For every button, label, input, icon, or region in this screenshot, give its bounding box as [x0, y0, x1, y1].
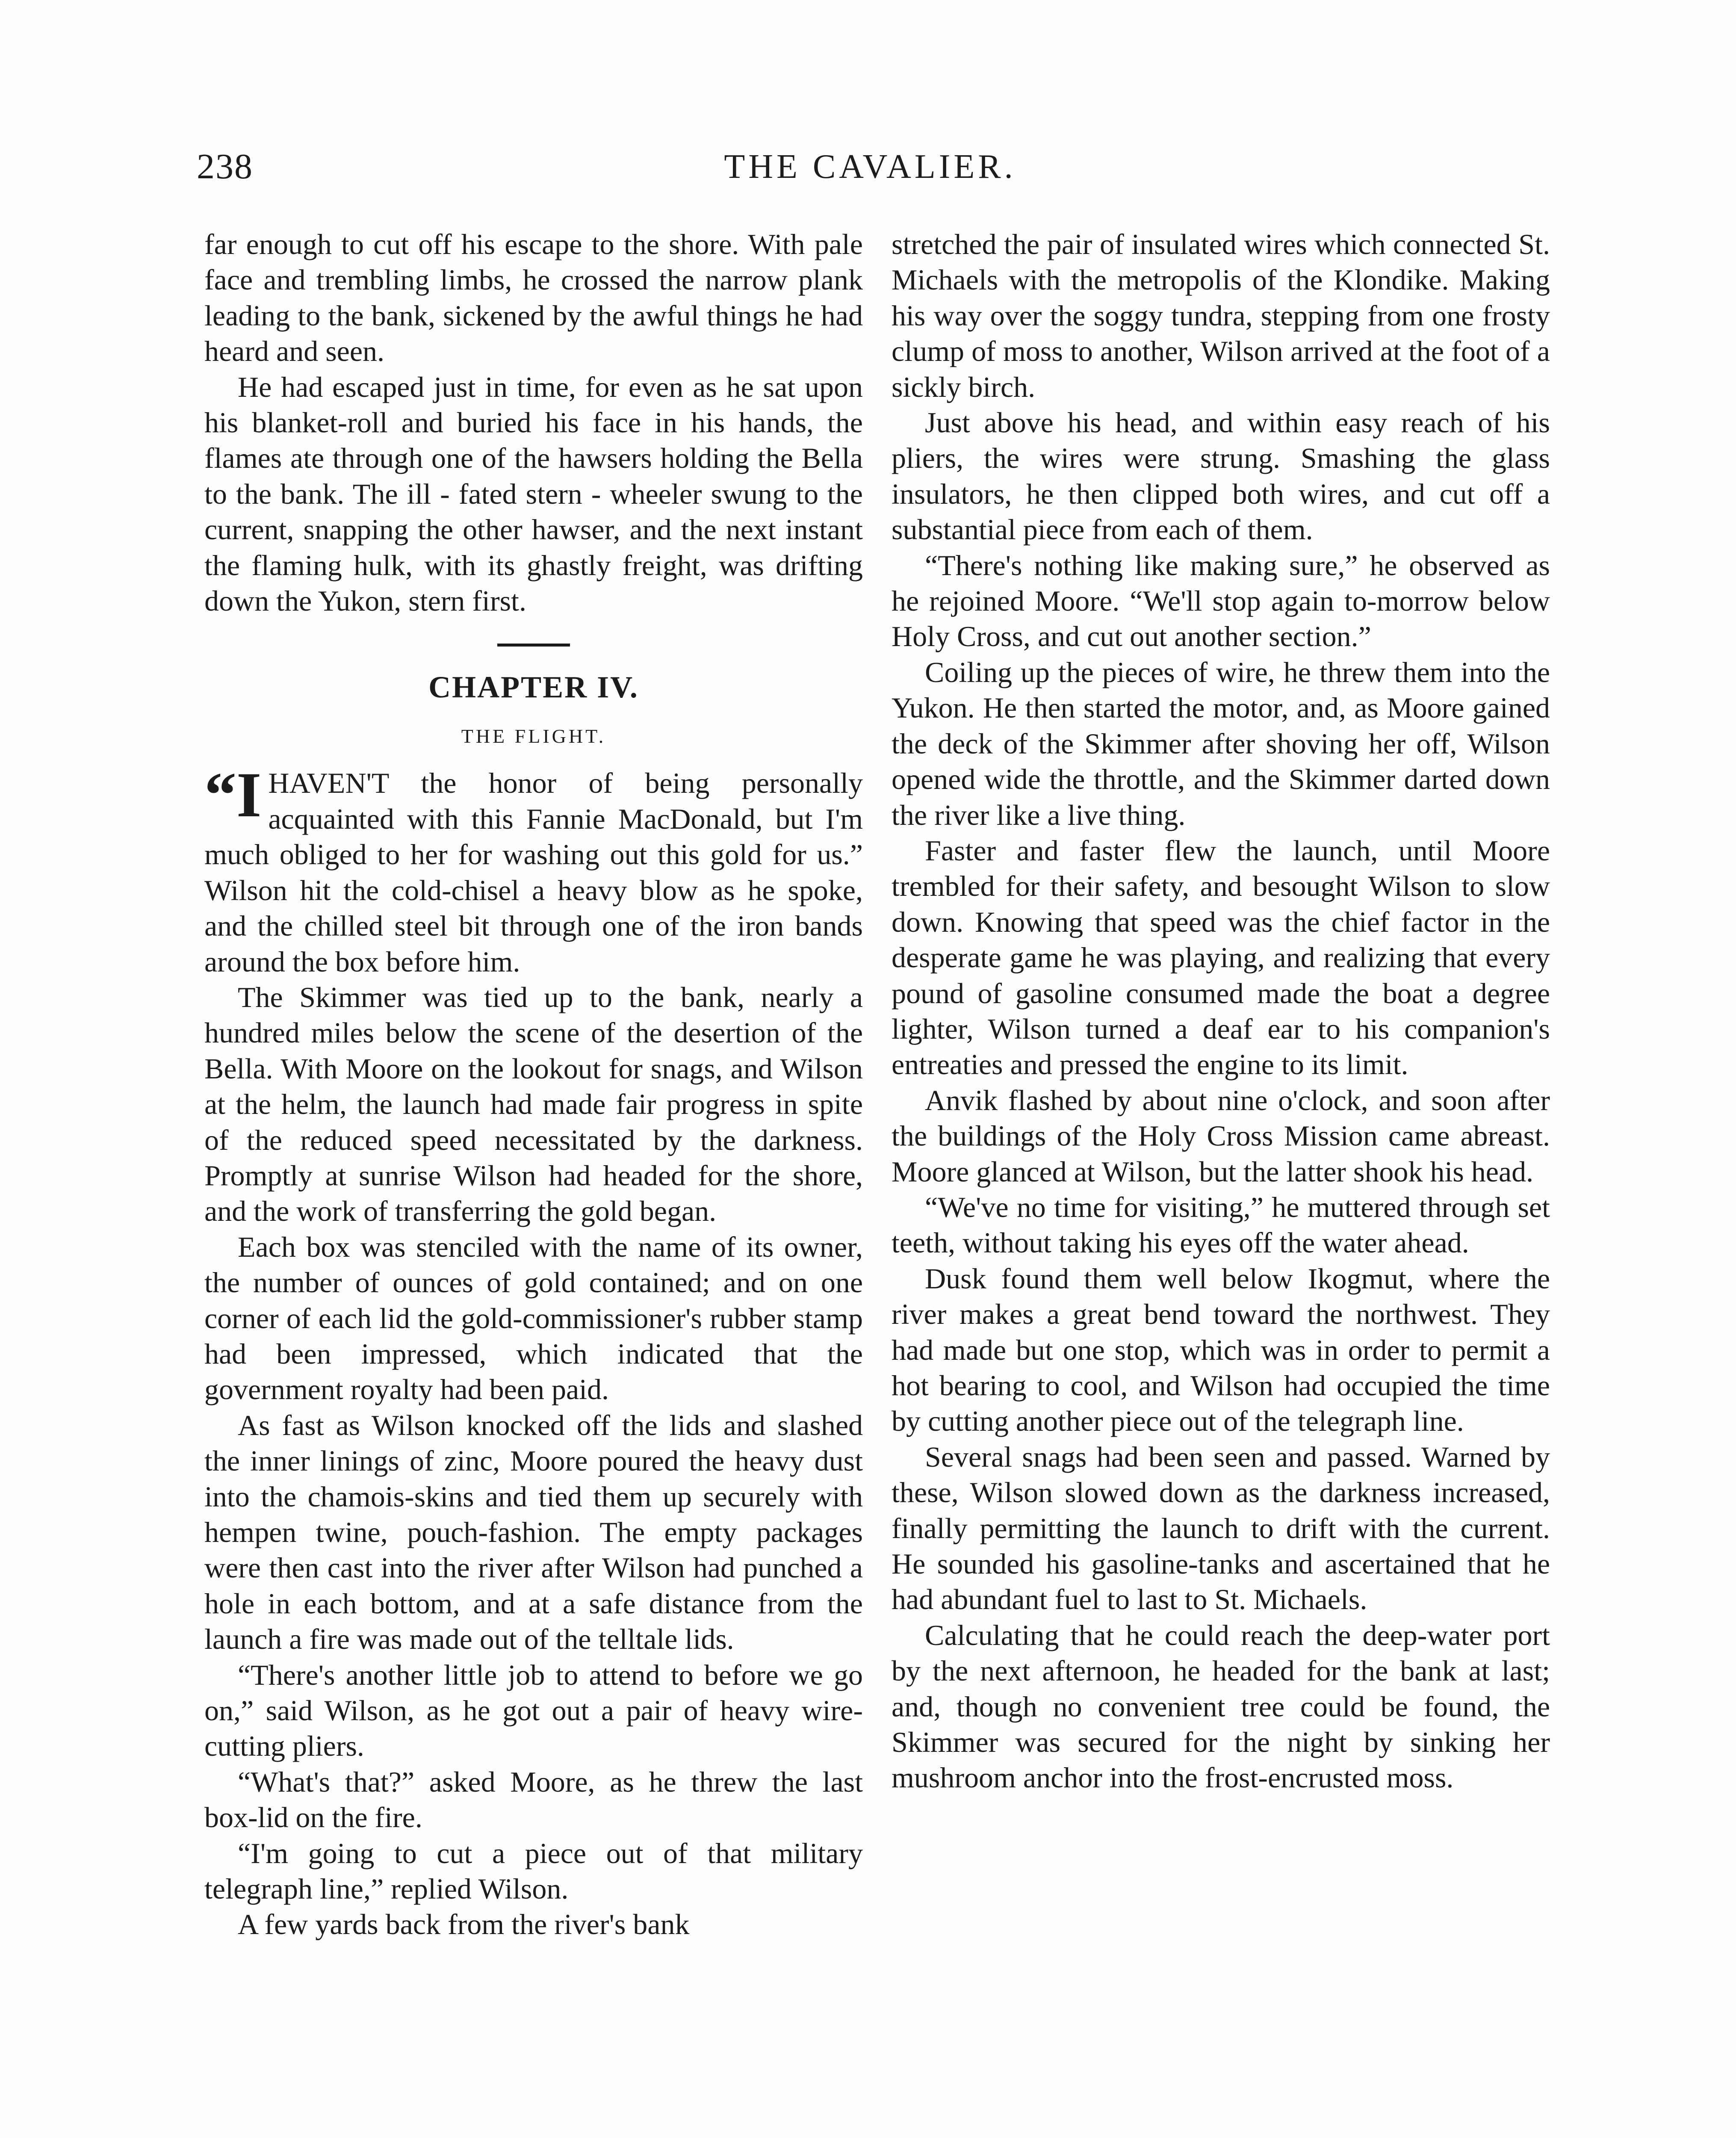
chapter-heading: CHAPTER IV. [428, 670, 639, 705]
drop-cap [204, 759, 262, 831]
paragraph: Anvik flashed by about nine o'clock, and soon after the buildings of the Holy Cross Mission came abreast. Moore glanced at Wilson, but the latter shook his head. [892, 1084, 1550, 1188]
opening-quote: “ [204, 759, 236, 831]
chapter-opening-paragraph [204, 759, 863, 979]
paragraph: Each box was stenciled with the name of its owner, the number of ounces of gold contained; and on one corner of each lid the gold-commissioner's rubber stamp had been impressed, which indicated that the government royalty had been paid. [204, 1230, 863, 1406]
paragraph: “I'm going to cut a piece out of that military telegraph line,” replied Wilson. [204, 1837, 863, 1905]
paragraph: far enough to cut off his escape to the shore. With pale face and trembling limbs, he crossed the narrow plank leading to the bank, sickened by the awful things he had heard and seen. [204, 228, 863, 368]
paragraph: The Skimmer was tied up to the bank, nearly a hundred miles below the scene of the desertion of the Bella. With Moore on the lookout for snags, and Wilson at the helm, the launch had made fair progress in spite of the reduced speed necessitated by the darkness. Promptly at sunrise Wilson had headed for the shore, and the work of transferring the gold began. [204, 980, 863, 1228]
opening-text: HAVEN'T the honor of being personally acquainted with this Fannie MacDonald, but I'm much obliged to her for washing out this gold for us.” Wilson hit the cold-chisel a heavy blow as he spoke, and the chilled steel bit through one of the iron bands around the box before him. [204, 767, 863, 978]
paragraph: Coiling up the pieces of wire, he threw them into the Yukon. He then started the motor, and, as Moore gained the deck of the Skimmer after shoving her off, Wilson opened wide the throttle, and the Skimmer darted down the river like a live thing. [892, 656, 1550, 831]
paragraph: “What's that?” asked Moore, as he threw the last box-lid on the fire. [204, 1765, 863, 1834]
paragraph: Dusk found them well below Ikogmut, where the river makes a great bend toward the northwest. They had made but one stop, which was in order to permit a hot bearing to cool, and Wilson had occupied the time by cutting another piece out of the telegraph line. [892, 1262, 1550, 1438]
paragraph: “There's nothing like making sure,” he observed as he rejoined Moore. “We'll stop again to-morrow below Holy Cross, and cut out another section.” [892, 549, 1550, 653]
drop-cap-letter: I [236, 759, 262, 831]
paragraph: stretched the pair of insulated wires which connected St. Michaels with the metropolis of the Klondike. Making his way over the soggy tundra, stepping from one frosty clump of moss to another, Wilson arrived at the foot of a sickly birch. [892, 228, 1550, 403]
paragraph: “We've no time for visiting,” he muttered through set teeth, without taking his eyes off the water ahead. [892, 1190, 1550, 1259]
paragraph: Just above his head, and within easy reach of his pliers, the wires were strung. Smashing the glass insulators, he then clipped both wires, and cut off a substantial piece from each of them. [892, 406, 1550, 546]
paragraph: As fast as Wilson knocked off the lids and slashed the inner linings of zinc, Moore poured the heavy dust into the chamois-skins and tied them up securely with hempen twine, pouch-fashion. The empty packages were then cast into the river after Wilson had punched a hole in each bottom, and at a safe distance from the launch a fire was made out of the telltale lids. [204, 1409, 863, 1656]
page-number: 238 [197, 147, 253, 186]
paragraph: Several snags had been seen and passed. Warned by these, Wilson slowed down as the darkness increased, finally permitting the launch to drift with the current. He sounded his gasoline-tanks and ascertained that he had abundant fuel to last to St. Michaels. [892, 1440, 1550, 1616]
page-header [197, 141, 1544, 192]
paragraph: He had escaped just in time, for even as he sat upon his blanket-roll and buried his face in his hands, the flames ate through one of the hawsers holding the Bella to the bank. The ill - fated stern - wheeler swung to the current, snapping the other hawser, and the next instant the flaming hulk, with its ghastly freight, was drifting down the Yukon, stern first. [204, 370, 863, 617]
right-column [892, 227, 1550, 1796]
paragraph: “There's another little job to attend to before we go on,” said Wilson, as he got out a pair of heavy wire-cutting pliers. [204, 1658, 863, 1763]
section-divider [497, 644, 570, 647]
running-title: THE CAVALIER. [724, 148, 1016, 186]
chapter-subtitle: THE FLIGHT. [461, 725, 606, 747]
paragraph: Calculating that he could reach the deep-water port by the next afternoon, he headed for the bank at last; and, though no convenient tree could be found, the Skimmer was secured for the night by sinking her mushroom anchor into the frost-encrusted moss. [892, 1618, 1550, 1794]
paragraph: Faster and faster flew the launch, until Moore trembled for their safety, and besought Wilson to slow down. Knowing that speed was the chief factor in the desperate game he was playing, and realizing that every pound of gasoline consumed made the boat a degree lighter, Wilson turned a deaf ear to his companion's entreaties and pressed the engine to its limit. [892, 834, 1550, 1081]
paragraph: A few yards back from the river's bank [238, 1908, 690, 1941]
left-column [204, 227, 863, 1943]
